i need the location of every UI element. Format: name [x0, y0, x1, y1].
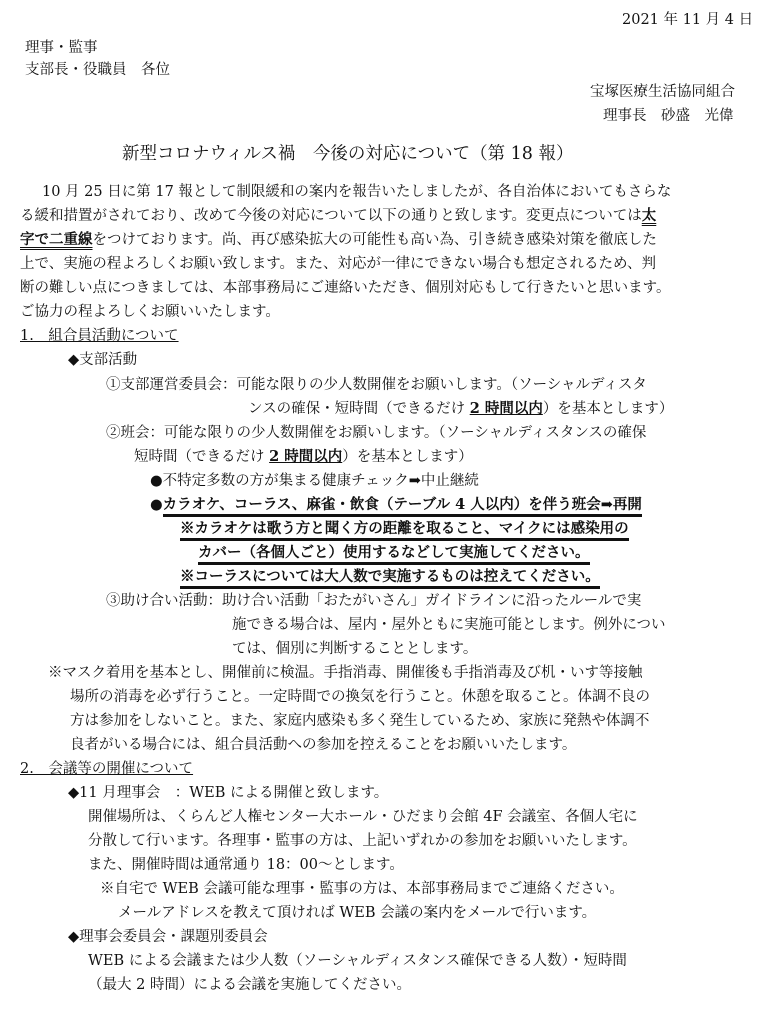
emphasis-text: 2 時間以内: [469, 400, 543, 417]
recipients-line-1: 理事・監事: [25, 40, 98, 56]
emphasis-text: 字で二重線: [20, 231, 93, 248]
mask-note-line: 方は参加をしないこと。また、家庭内感染も多く発生しているため、家族に発熱や体調不: [70, 713, 650, 729]
item-3-line: ては、個別に判断することとします。: [232, 641, 478, 657]
intro-line: [20, 204, 656, 225]
item-text: ）を基本とします）: [342, 449, 473, 465]
bullet-health-check: ●不特定多数の方が集まる健康チェック➡中止継続: [150, 473, 479, 489]
intro-line: 上で、実施の程よろしくお願い致します。また、対応が一律にできない場合も想定されるため、判: [20, 256, 656, 272]
note-chorus: [180, 565, 600, 586]
item-2-line: [134, 445, 473, 466]
bullet-group-meetings: [150, 493, 642, 514]
document-title: 新型コロナウィルス禍 今後の対応について（第 18 報）: [122, 144, 574, 164]
item-3-line: 施できる場合は、屋内・屋外ともに実施可能とします。例外につい: [232, 617, 666, 633]
intro-line: [20, 228, 657, 249]
intro-line: ご協力の程よろしくお願いいたします。: [20, 304, 280, 320]
subsection-heading: ◆支部活動: [68, 352, 138, 368]
emphasis-text: ※カラオケは歌う方と聞く方の距離を取ること、マイクには感染用の: [180, 520, 629, 541]
sender-name: 理事長 砂盛 光偉: [603, 108, 734, 124]
subsection-committees: ◆理事会委員会・課題別委員会: [68, 929, 268, 945]
section-2-heading: 2. 会議等の開催について: [20, 761, 194, 777]
emphasis-text: ※コーラスについては大人数で実施するものは控えてください。: [180, 568, 600, 589]
emphasis-text: カラオケ、コーラス、麻雀・飲食（テーブル 4 人以内）を伴う班会➡再開: [163, 496, 642, 517]
note-karaoke-cont: [198, 541, 590, 562]
board-meeting-line: 開催場所は、くらんど人権センター大ホール・ひだまり会館 4F 会議室、各個人宅に: [88, 809, 638, 825]
emphasis-text: 2 時間以内: [269, 448, 343, 465]
emphasis-text: 太: [641, 207, 657, 224]
board-meeting-note: ※自宅で WEB 会議可能な理事・監事の方は、本部事務局までご連絡ください。: [100, 881, 624, 897]
sender-organization: 宝塚医療生活協同組合: [590, 84, 735, 100]
intro-line: 断の難しい点につきましては、本部事務局にご連絡いただき、個別対応もして行きたいと思います。: [20, 280, 671, 296]
board-meeting-note: メールアドレスを教えて頂ければ WEB 会議の案内をメールで行います。: [118, 905, 597, 921]
bullet-mark: ●: [150, 497, 163, 513]
item-1-line: [248, 397, 673, 418]
section-1-heading: 1. 組合員活動について: [20, 328, 179, 344]
board-meeting-line: 分散して行います。各理事・監事の方は、上記いずれかの参加をお願いいたします。: [88, 833, 637, 849]
recipients-line-2: 支部長・役職員 各位: [25, 62, 170, 78]
document-date: 2021 年 11 月 4 日: [622, 12, 754, 28]
item-text: ンスの確保・短時間（できるだけ: [248, 401, 470, 417]
item-text: 短時間（できるだけ: [134, 449, 270, 465]
item-1-line: ①支部運営委員会：可能な限りの少人数開催をお願いします。（ソーシャルディスタ: [106, 377, 647, 393]
committee-line: （最大 2 時間）による会議を実施してください。: [88, 977, 411, 993]
intro-text: る緩和措置がされており、改めて今後の対応について以下の通りと致します。変更点については: [20, 208, 642, 224]
item-2-line: ②班会：可能な限りの少人数開催をお願いします。（ソーシャルディスタンスの確保: [106, 425, 647, 441]
board-meeting-line: また、開催時間は通常通り 18：00〜とします。: [88, 857, 404, 873]
item-text: ）を基本とします）: [542, 401, 674, 417]
emphasis-text: カバー（各個人ごと）使用するなどして実施してください。: [198, 544, 590, 565]
intro-line: 10 月 25 日に第 17 報として制限緩和の案内を報告いたしましたが、各自治体においてもさらな: [42, 184, 672, 200]
note-karaoke: [180, 517, 629, 538]
item-3-line: ③助け合い活動：助け合い活動「おたがいさん」ガイドラインに沿ったルールで実: [106, 593, 642, 609]
committee-line: WEB による会議または少人数（ソーシャルディスタンス確保できる人数）・短時間: [88, 953, 627, 969]
intro-text: をつけております。尚、再び感染拡大の可能性も高い為、引き続き感染対策を徹底した: [92, 232, 657, 248]
mask-note-line: 場所の消毒を必ず行うこと。一定時間での換気を行うこと。休憩を取ること。体調不良の: [70, 689, 650, 705]
mask-note-line: ※マスク着用を基本とし、開催前に検温。手指消毒、開催後も手指消毒及び机・いす等接触: [48, 665, 643, 681]
subsection-board-meeting: ◆11 月理事会 ：WEB による開催と致します。: [68, 785, 389, 801]
mask-note-line: 良者がいる場合には、組合員活動への参加を控えることをお願いいたします。: [70, 737, 577, 753]
